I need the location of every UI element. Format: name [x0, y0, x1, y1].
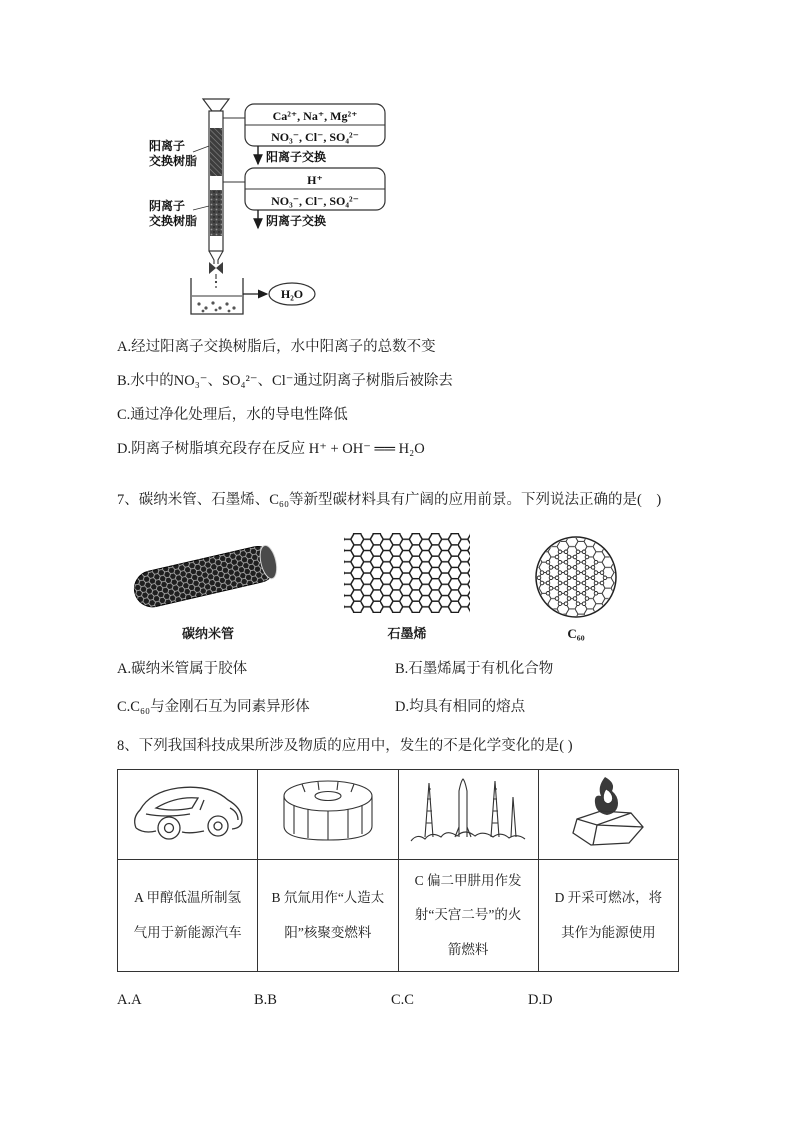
cation-resin-label-line2: 交换树脂: [149, 154, 198, 168]
carbon-nanotube-caption: 碳纳米管: [181, 626, 234, 641]
q8-text-row: [118, 860, 679, 972]
fullerene-figure: [521, 531, 631, 642]
q8-table: [117, 769, 679, 972]
q8-answer-options: [117, 992, 680, 1009]
q6-options: [117, 330, 680, 466]
q6-option-d: D.阴离子树脂填充段存在反应 H⁺ + OH⁻ ══ H₂O: [117, 441, 425, 457]
q7-option-d: D.均具有相同的熔点: [395, 699, 526, 715]
box1-anions-text: NO₃⁻, Cl⁻, SO₄²⁻: [271, 130, 359, 144]
burning-ice-icon: [553, 773, 663, 851]
anion-exchange-label: 阴离子交换: [266, 214, 327, 228]
box2-anions-text: NO₃⁻, Cl⁻, SO₄²⁻: [271, 194, 359, 208]
anion-resin-label-line1: 阴离子: [149, 199, 186, 213]
fullerene-image: [521, 531, 631, 623]
q7-options: [117, 650, 680, 726]
question-8: [117, 730, 680, 1009]
exchange-column: [193, 99, 229, 251]
q8-answer-c: C.C: [391, 992, 414, 1009]
carbon-nanotube-image: [123, 532, 293, 620]
hydrogen-car-icon: [126, 774, 250, 850]
q7-figures: [123, 528, 680, 642]
cation-exchange-arrow: [258, 146, 326, 164]
q8-cell-text-d: D 开采可燃冰，将其作为能源使用: [538, 860, 678, 972]
graphene-caption: 石墨烯: [387, 626, 427, 641]
collection-beaker: [191, 278, 243, 314]
cation-exchange-label: 阳离子交换: [266, 150, 327, 164]
q8-cell-text-a: A 甲醇低温所制氢气用于新能源汽车: [118, 860, 258, 972]
fullerene-caption: C₆₀: [567, 626, 585, 641]
q8-image-row: [118, 770, 679, 860]
ion-exchange-diagram: [145, 98, 680, 322]
q7-option-b: B.石墨烯属于有机化合物: [395, 661, 554, 677]
water-label: H₂O: [280, 287, 304, 301]
water-output: [243, 283, 315, 305]
q8-stem: 8、下列我国科技成果所涉及物质的应用中，发生的不是化学变化的是( ): [117, 738, 573, 754]
q8-cell-text-c: C 偏二甲肼用作发射“天宫二号”的火箭燃料: [398, 860, 538, 972]
anion-exchange-arrow: [258, 210, 326, 228]
q8-answer-d: D.D: [528, 992, 553, 1009]
q7-stem: 7、碳纳米管、石墨烯、C₆₀等新型碳材料具有广阔的应用前景。下列说法正确的是( ): [117, 492, 662, 508]
carbon-nanotube-figure: [123, 532, 293, 642]
graphene-figure: [341, 528, 473, 642]
q8-cell-image-d: [538, 770, 678, 860]
rocket-launch-icon: [403, 773, 533, 851]
q7-option-a: A.碳纳米管属于胶体: [117, 661, 248, 677]
box2-hydrogen-text: H⁺: [307, 173, 323, 187]
column-outlet-valve: [209, 251, 223, 288]
cation-resin-section: [210, 128, 222, 176]
q8-answer-a: A.A: [117, 992, 142, 1009]
cation-resin-label-line1: 阳离子: [149, 139, 186, 153]
box1-cations-text: Ca²⁺, Na⁺, Mg²⁺: [272, 109, 358, 123]
ion-box-2: [223, 168, 385, 210]
q8-cell-image-a: [118, 770, 258, 860]
anion-resin-section: [210, 190, 222, 236]
ion-exchange-diagram-svg: [145, 98, 505, 320]
anion-resin-label-line2: 交换树脂: [149, 214, 198, 228]
q8-cell-image-c: [398, 770, 538, 860]
ion-box-1: [223, 104, 385, 146]
q6-option-c: C.通过净化处理后，水的导电性降低: [117, 407, 348, 423]
graphene-image: [341, 528, 473, 620]
q7-option-c: C.C₆₀与金刚石互为同素异形体: [117, 699, 310, 715]
q8-cell-image-b: [258, 770, 398, 860]
question-7: [117, 484, 680, 726]
q8-answer-b: B.B: [254, 992, 277, 1009]
q6-option-b: B.水中的NO₃⁻、SO₄²⁻、Cl⁻通过阴离子树脂后被除去: [117, 373, 453, 389]
artificial-sun-tokamak-icon: [268, 772, 388, 852]
q8-cell-text-b: B 氘氚用作“人造太阳”核聚变燃料: [258, 860, 398, 972]
q6-option-a: A.经过阳离子交换树脂后，水中阳离子的总数不变: [117, 339, 436, 355]
